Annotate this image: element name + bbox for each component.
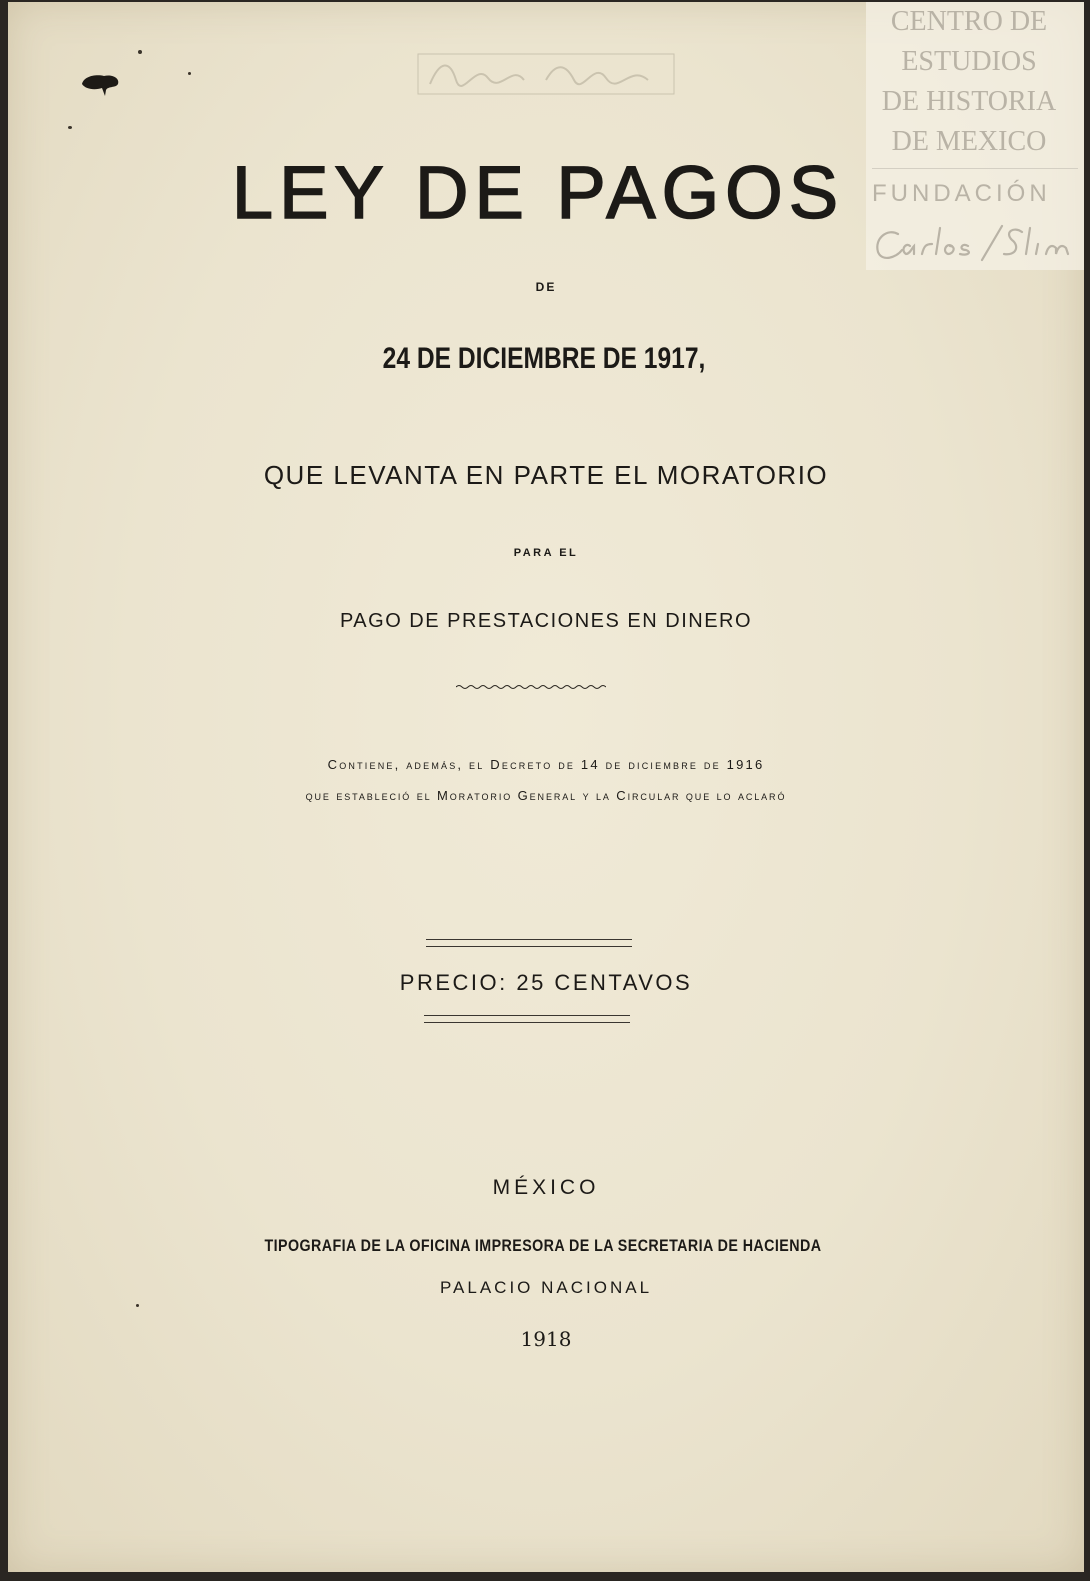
watermark-signature [870, 220, 1080, 268]
contents-note-line-2: que estableció el Moratorio General y la Circular que lo aclaró [305, 788, 787, 803]
imprint-year: 1918 [520, 1327, 572, 1351]
imprint-printer: TIPOGRAFIA DE LA OFICINA IMPRESORA DE LA SECRETARIA DE HACIENDA [264, 1236, 822, 1255]
watermark-line-1: CENTRO DE [890, 6, 1048, 37]
imprint-city: MÉXICO [492, 1176, 600, 1199]
watermark-line-2: ESTUDIOS [901, 46, 1037, 77]
speck [138, 50, 142, 54]
watermark-line-4: DE MEXICO [891, 126, 1047, 157]
ownership-stamp [416, 50, 676, 98]
watermark-foundation: FUNDACIÓN [872, 180, 1051, 207]
speck [68, 126, 72, 129]
double-rule-bottom [424, 1015, 630, 1023]
speck [188, 72, 191, 75]
title-connector: DE [535, 280, 557, 294]
document-page [8, 2, 1084, 1572]
subtitle-connector: PARA EL [513, 547, 579, 559]
speck [136, 1304, 139, 1307]
subtitle-2: PAGO DE PRESTACIONES EN DINERO [339, 610, 753, 632]
wavy-divider [456, 682, 606, 692]
ink-blot [78, 70, 124, 100]
document-title: LEY DE PAGOS [231, 151, 845, 234]
contents-note-line-1: Contiene, además, el Decreto de 14 de diciembre de 1916 [327, 757, 765, 772]
law-date: 24 DE DICIEMBRE DE 1917, [382, 342, 706, 375]
subtitle: QUE LEVANTA EN PARTE EL MORATORIO [263, 460, 829, 490]
price: PRECIO: 25 CENTAVOS [399, 970, 693, 995]
watermark-line-3: DE HISTORIA [881, 86, 1057, 117]
watermark-divider [872, 168, 1078, 169]
archive-watermark [866, 2, 1084, 270]
double-rule-top [426, 939, 632, 947]
imprint-place: PALACIO NACIONAL [439, 1278, 653, 1297]
